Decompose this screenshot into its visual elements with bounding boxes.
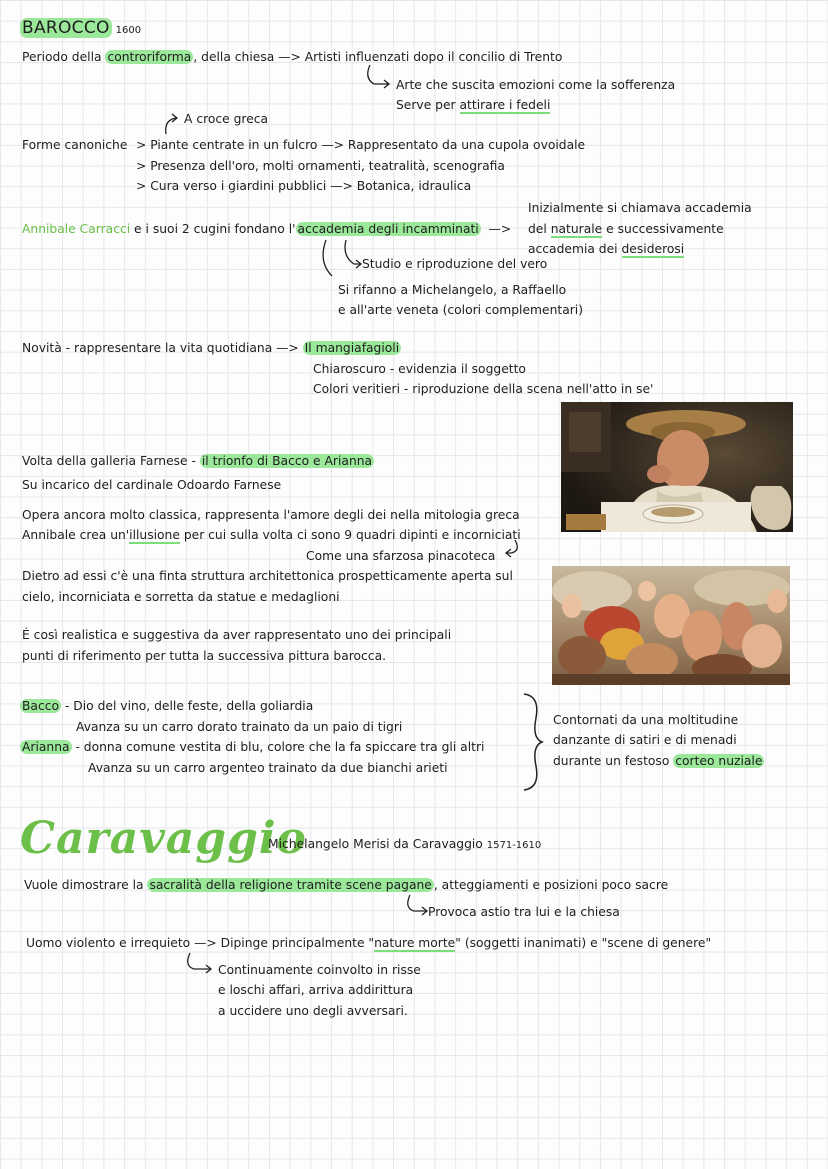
chiaroscuro-line: Chiaroscuro - evidenzia il soggetto	[313, 362, 526, 376]
dietro-line-1: Dietro ad essi c'è una finta struttura architettonica prospetticamente aperta sul	[22, 569, 513, 583]
risse-line-2: e loschi affari, arriva addirittura	[218, 983, 414, 997]
faithful-line	[396, 97, 550, 113]
incarico-line: Su incarico del cardinale Odoardo Farnese	[22, 478, 282, 492]
desiderosi-underlined: desiderosi	[621, 242, 685, 256]
faithful-pre: Serve per	[396, 98, 460, 112]
vuole-post: , atteggiamenti e posizioni poco sacre	[433, 878, 669, 892]
curly-brace-icon	[518, 692, 544, 792]
accademia-note-3	[528, 241, 684, 257]
emotion-line: Arte che suscita emozioni come la sofferenza	[396, 78, 676, 92]
forme-label: Forme canoniche	[22, 138, 128, 152]
vuole-line	[24, 877, 668, 893]
barocco-title: BAROCCO	[22, 18, 110, 38]
accademia-note-2	[528, 221, 724, 237]
sacralita-highlight: sacralità della religione tramite scene pagane	[149, 878, 432, 892]
section-title-barocco	[20, 20, 141, 39]
naturale-underlined: naturale	[550, 222, 603, 236]
corteo-highlight: corteo nuziale	[675, 754, 763, 768]
studio-line: Studio e riproduzione del vero	[362, 257, 548, 271]
contornati-line-1: Contornati da una moltitudine	[553, 713, 739, 727]
caravaggio-title: Caravaggio	[20, 813, 307, 864]
novita-pre: Novità - rappresentare la vita quotidiana —>	[22, 341, 299, 355]
carracci-arrow: —>	[488, 222, 512, 236]
realistica-line-1: É così realistica e suggestiva da aver rappresentato uno dei principali	[22, 628, 452, 642]
accademia-note-1: Inizialmente si chiamava accademia	[528, 201, 752, 215]
pinacoteca-line: Come una sfarzosa pinacoteca	[306, 549, 496, 563]
bacco-line-2: Avanza su un carro dorato trainato da un paio di tigri	[76, 720, 403, 734]
note2-pre: del	[528, 222, 551, 236]
pinacoteca-arrow-icon	[503, 539, 521, 559]
period-post: , della chiesa —> Artisti influenzati dopo il concilio di Trento	[193, 50, 563, 64]
rifanno-line-1: Si rifanno a Michelangelo, a Raffaello	[338, 283, 567, 297]
forme-item: > Cura verso i giardini pubblici —> Botanica, idraulica	[136, 179, 472, 193]
caravaggio-fullname: Michelangelo Merisi da Caravaggio	[268, 837, 483, 851]
studio-arrows-icon	[318, 238, 368, 288]
note2-post: e successivamente	[602, 222, 724, 236]
bacco-highlight: Bacco	[22, 699, 60, 713]
caravaggio-years: 1571-1610	[486, 840, 542, 851]
realistica-line-2: punti di riferimento per tutta la successiva pittura barocca.	[22, 649, 387, 663]
astio-line: Provoca astio tra lui e la chiesa	[428, 905, 620, 919]
faithful-underlined: attirare i fedeli	[459, 98, 551, 112]
forme-item: > Piante centrate in un fulcro —> Rappresentato da una cupola ovoidale	[136, 138, 586, 152]
croce-arrow-icon	[162, 110, 184, 136]
caravaggio-fullname-line	[268, 836, 541, 854]
period-pre: Periodo della	[22, 50, 106, 64]
note3-pre: accademia dei	[528, 242, 622, 256]
accademia-highlight: accademia degli incamminati	[297, 222, 479, 236]
forme-item: > Presenza dell'oro, molti ornamenti, teatralità, scenografia	[136, 159, 505, 173]
carracci-line	[22, 221, 511, 237]
colori-line: Colori veritieri - riproduzione della scena nell'atto in se'	[313, 382, 654, 396]
uomo-pre: Uomo violento e irrequieto —> Dipinge principalmente "	[26, 936, 375, 950]
risse-line-1: Continuamente coinvolto in risse	[218, 963, 421, 977]
contornati-line-3	[553, 753, 764, 769]
illusione-underlined: illusione	[129, 528, 180, 542]
astio-arrow-icon	[404, 894, 430, 918]
curved-arrow-icon	[364, 64, 394, 90]
risse-arrow-icon	[184, 952, 214, 976]
opera-line-2	[22, 527, 521, 543]
trionfo-painting	[552, 566, 790, 685]
uomo-line	[26, 935, 711, 951]
vuole-pre: Vuole dimostrare la	[24, 878, 148, 892]
arianna-line-2: Avanza su un carro argenteo trainato da due bianchi arieti	[88, 761, 448, 775]
opera2-post: per cui sulla volta ci sono 9 quadri dipinti e incorniciati	[179, 528, 521, 542]
arianna-highlight: Arianna	[22, 740, 70, 754]
opera2-pre: Annibale crea un'	[22, 528, 130, 542]
croce-greca: A croce greca	[184, 112, 269, 126]
trionfo-highlight: il trionfo di Bacco e Arianna	[201, 454, 373, 468]
contornati3-pre: durante un festoso	[553, 754, 674, 768]
novita-line	[22, 340, 401, 356]
mangiafagioli-highlight: Il mangiafagioli	[304, 341, 400, 355]
bacco-desc: - Dio del vino, delle feste, della goliardia	[61, 699, 314, 713]
arianna-desc: - donna comune vestita di blu, colore che la fa spiccare tra gli altri	[71, 740, 485, 754]
opera-line-1: Opera ancora molto classica, rappresenta l'amore degli dei nella mitologia greca	[22, 508, 520, 522]
mangiafagioli-painting	[561, 402, 793, 532]
volta-pre: Volta della galleria Farnese -	[22, 454, 200, 468]
volta-line	[22, 453, 374, 469]
carracci-mid: e i suoi 2 cugini fondano l'	[130, 222, 296, 236]
barocco-year: 1600	[115, 25, 142, 36]
arianna-line	[20, 739, 484, 755]
bacco-line	[20, 698, 313, 714]
carracci-name: Annibale Carracci	[22, 222, 131, 236]
uomo-post: " (soggetti inanimati) e "scene di genere"	[455, 936, 712, 950]
controriforma-highlight: controriforma	[107, 50, 192, 64]
dietro-line-2: cielo, incorniciata e sorretta da statue e medaglioni	[22, 590, 340, 604]
rifanno-line-2: e all'arte veneta (colori complementari)	[338, 303, 583, 317]
contornati-line-2: danzante di satiri e di menadi	[553, 733, 737, 747]
nature-morte-underlined: nature morte	[374, 936, 456, 950]
risse-line-3: a uccidere uno degli avversari.	[218, 1004, 408, 1018]
period-line	[22, 49, 562, 65]
